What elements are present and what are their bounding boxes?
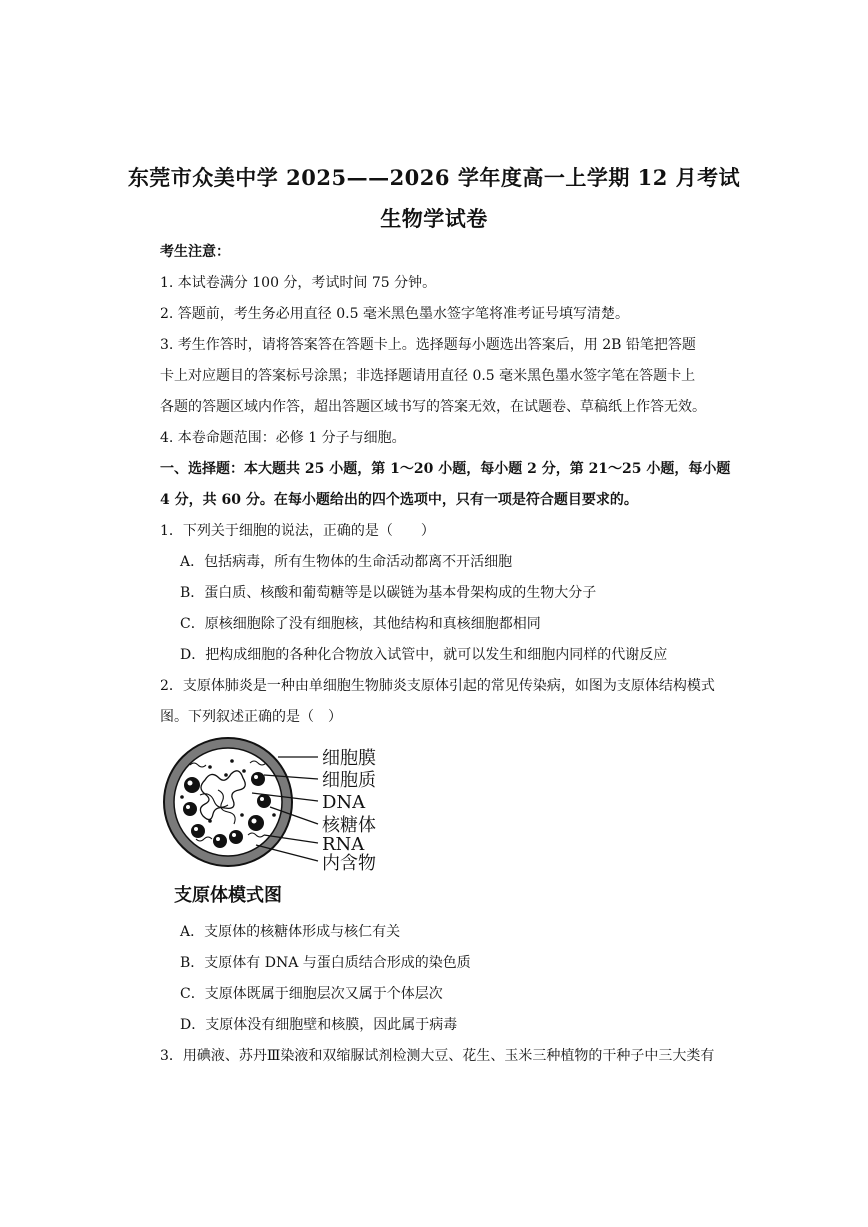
question-1-option-a: A．包括病毒，所有生物体的生命活动都离不开活细胞	[180, 554, 513, 570]
label-dna: DNA	[322, 792, 366, 813]
label-cell-membrane: 细胞膜	[322, 748, 376, 769]
section-heading-cont: 4 分，共 60 分。在每小题给出的四个选项中，只有一项是符合题目要求的。	[160, 492, 638, 508]
notice-item: 各题的答题区域内作答，超出答题区域书写的答案无效，在试题卷、草稿纸上作答无效。	[160, 399, 706, 415]
question-2-option-b: B．支原体有 DNA 与蛋白质结合形成的染色质	[180, 955, 471, 971]
question-3-stem: 3．用碘液、苏丹Ⅲ染液和双缩脲试剂检测大豆、花生、玉米三种植物的干种子中三大类有	[160, 1048, 715, 1064]
notice-heading: 考生注意：	[160, 244, 230, 260]
label-rna: RNA	[322, 834, 365, 855]
label-ribosome: 核糖体	[322, 815, 376, 836]
label-cytoplasm: 细胞质	[322, 770, 376, 791]
notice-item: 4. 本卷命题范围：必修 1 分子与细胞。	[160, 430, 406, 446]
question-2-option-d: D．支原体没有细胞壁和核膜，因此属于病毒	[180, 1017, 458, 1033]
notice-item: 卡上对应题目的答案标号涂黑；非选择题请用直径 0.5 毫米黑色墨水签字笔在答题卡上	[160, 368, 696, 384]
exam-subject-title: 生物学试卷	[380, 206, 488, 231]
section-heading: 一、选择题：本大题共 25 小题，第 1～20 小题，每小题 2 分，第 21～25 小题，每小题	[160, 461, 731, 477]
question-2-stem-cont: 图。下列叙述正确的是（ ）	[160, 709, 342, 725]
notice-item: 3. 考生作答时，请将答案答在答题卡上。选择题每小题选出答案后，用 2B 铅笔把答题	[160, 337, 696, 353]
question-1-option-c: C．原核细胞除了没有细胞核，其他结构和真核细胞都相同	[180, 616, 541, 632]
notice-item: 1. 本试卷满分 100 分，考试时间 75 分钟。	[160, 275, 437, 291]
question-2-option-a: A．支原体的核糖体形成与核仁有关	[180, 924, 401, 940]
exam-title: 东莞市众美中学 2025——2026 学年度高一上学期 12 月考试	[127, 165, 741, 190]
mycoplasma-diagram	[160, 735, 400, 910]
question-1-option-d: D．把构成细胞的各种化合物放入试管中，就可以发生和细胞内同样的代谢反应	[180, 647, 668, 663]
question-1-option-b: B．蛋白质、核酸和葡萄糖等是以碳链为基本骨架构成的生物大分子	[180, 585, 597, 601]
notice-item: 2. 答题前，考生务必用直径 0.5 毫米黑色墨水签字笔将准考证号填写清楚。	[160, 306, 629, 322]
question-2-option-c: C．支原体既属于细胞层次又属于个体层次	[180, 986, 443, 1002]
question-1-stem: 1．下列关于细胞的说法，正确的是（ ）	[160, 523, 435, 539]
question-2-stem: 2．支原体肺炎是一种由单细胞生物肺炎支原体引起的常见传染病，如图为支原体结构模式	[160, 678, 715, 694]
label-inclusion: 内含物	[322, 853, 376, 874]
figure-caption: 支原体模式图	[174, 885, 282, 906]
